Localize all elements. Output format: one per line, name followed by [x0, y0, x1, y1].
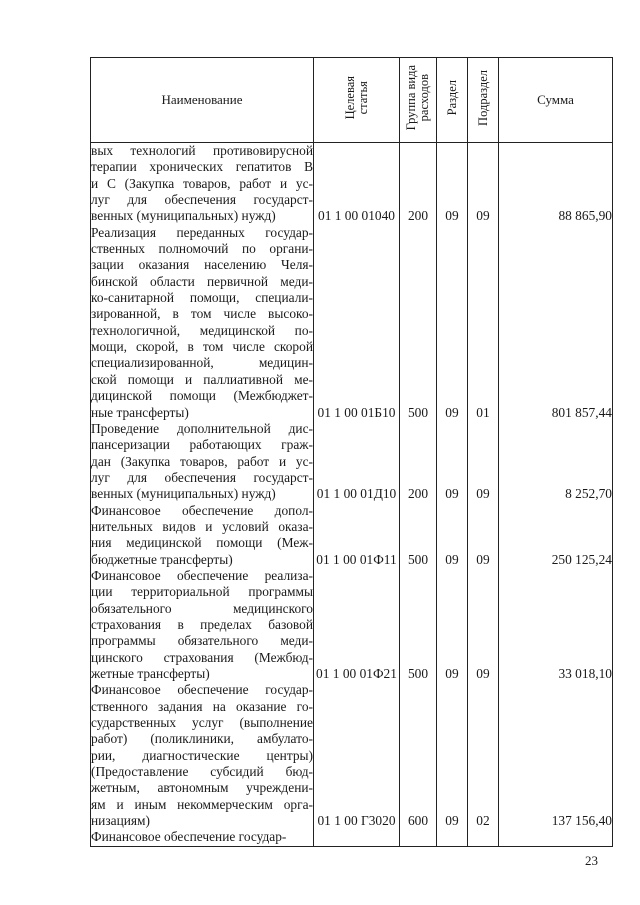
row-section: 09 [437, 421, 468, 503]
row-expense-group: 500 [400, 225, 437, 421]
row-name-line: ния медицинской помощи (Меж- [91, 535, 313, 551]
row-target-article: 01 1 00 01Б10 [314, 225, 400, 421]
header-expense-group: Группа вида расходов [400, 58, 437, 143]
row-expense-group: 500 [400, 503, 437, 568]
row-name [91, 568, 314, 682]
row-name-line: пансеризации работающих граж- [91, 437, 313, 453]
row-name [91, 503, 314, 568]
row-name-line: страхования в пределах базовой [91, 616, 313, 632]
header-name: Наименование [91, 58, 314, 143]
row-target-article: 01 1 00 01Ф11 [314, 503, 400, 568]
row-name-line: технологичной, медицинской по- [91, 322, 313, 338]
row-name-line: цинского страхования (Межбюд- [91, 649, 313, 665]
row-name-line: Проведение дополнительной дис- [91, 420, 313, 436]
row-name-line: ственного задания на оказание го- [91, 698, 313, 714]
table-row [91, 682, 613, 829]
row-section [437, 829, 468, 846]
row-sum: 33 018,10 [499, 568, 613, 682]
row-target-article: 01 1 00 01Ф21 [314, 568, 400, 682]
header-target-article: Целевая статья [314, 58, 400, 143]
row-target-article: 01 1 00 01040 [314, 143, 400, 225]
row-name-line: луг для обеспечения государст- [91, 469, 313, 485]
row-name-line: специализированной, медицин- [91, 355, 313, 371]
row-name-line: дан (Закупка товаров, работ и ус- [91, 453, 313, 469]
row-name-line: обязательного медицинского [91, 600, 313, 616]
row-name-line: зированной, в том числе высоко- [91, 306, 313, 322]
row-name [91, 225, 314, 421]
row-expense-group: 500 [400, 568, 437, 682]
row-expense-group: 600 [400, 682, 437, 829]
row-name [91, 682, 314, 829]
row-sum: 250 125,24 [499, 503, 613, 568]
row-sum [499, 829, 613, 846]
row-sum: 137 156,40 [499, 682, 613, 829]
row-name-line: ко-санитарной помощи, специали- [91, 290, 313, 306]
row-name-line: ции территориальной программы [91, 584, 313, 600]
row-section: 09 [437, 682, 468, 829]
row-name-line: дицинской помощи (Межбюджет- [91, 388, 313, 404]
row-name-line: венных (муниципальных) нужд) [91, 486, 276, 502]
row-name [91, 421, 314, 503]
row-target-article [314, 829, 400, 846]
table-row [91, 143, 613, 225]
table-row [91, 225, 613, 421]
header-section: Раздел [437, 58, 468, 143]
table-body [91, 143, 613, 847]
row-name-line: бюджетные трансферты) [91, 551, 233, 567]
row-section: 09 [437, 143, 468, 225]
row-name-line: низациям) [91, 813, 150, 829]
row-name-line: венных (муниципальных) нужд) [91, 208, 276, 224]
row-name-line: жетным, автономным учреждени- [91, 780, 313, 796]
row-expense-group [400, 829, 437, 846]
row-name [91, 829, 314, 846]
row-sum: 8 252,70 [499, 421, 613, 503]
row-name-line: ные трансферты) [91, 404, 189, 420]
row-subsection: 09 [468, 421, 499, 503]
budget-table [90, 57, 613, 847]
row-name-line: Финансовое обеспечение допол- [91, 502, 313, 518]
row-target-article: 01 1 00 Г3020 [314, 682, 400, 829]
table-row [91, 503, 613, 568]
row-name-line: ственных полномочий по органи- [91, 241, 313, 257]
row-subsection: 01 [468, 225, 499, 421]
row-section: 09 [437, 568, 468, 682]
row-name-line: работ) (поликлиники, амбулато- [91, 731, 313, 747]
row-name-line: и С (Закупка товаров, работ и ус- [91, 175, 313, 191]
row-name-line: Финансовое обеспечение государ- [91, 829, 287, 845]
row-expense-group: 200 [400, 421, 437, 503]
row-name-line: Финансовое обеспечение реализа- [91, 567, 313, 583]
row-section: 09 [437, 225, 468, 421]
row-name-line: нительных видов и условий оказа- [91, 518, 313, 534]
row-section: 09 [437, 503, 468, 568]
row-subsection: 09 [468, 568, 499, 682]
row-name-line: жетные трансферты) [91, 666, 210, 681]
row-name-line: ям и иным некоммерческим орга- [91, 796, 313, 812]
table-row [91, 421, 613, 503]
row-subsection [468, 829, 499, 846]
row-subsection: 02 [468, 682, 499, 829]
row-name-line: луг для обеспечения государст- [91, 192, 313, 208]
row-expense-group: 200 [400, 143, 437, 225]
row-name-line: сударственных услуг (выполнение [91, 715, 313, 731]
row-subsection: 09 [468, 143, 499, 225]
row-target-article: 01 1 00 01Д10 [314, 421, 400, 503]
table-header-row [91, 58, 613, 143]
row-name-line: вых технологий противовирусной [91, 143, 313, 158]
row-name-line: Реализация переданных государ- [91, 224, 313, 240]
row-subsection: 09 [468, 503, 499, 568]
table-row [91, 568, 613, 682]
row-sum: 88 865,90 [499, 143, 613, 225]
row-name-line: терапии хронических гепатитов В [91, 159, 313, 175]
row-name-line: бинской области первичной меди- [91, 273, 313, 289]
header-subsection: Подраздел [468, 58, 499, 143]
row-name-line: программы обязательного меди- [91, 633, 313, 649]
row-name-line: (Предоставление субсидий бюд- [91, 764, 313, 780]
header-sum: Сумма [499, 58, 613, 143]
row-name-line: мощи, скорой, в том числе скорой [91, 339, 313, 355]
row-sum: 801 857,44 [499, 225, 613, 421]
row-name-line: зации оказания населению Челя- [91, 257, 313, 273]
row-name-line: Финансовое обеспечение государ- [91, 682, 313, 698]
row-name [91, 143, 314, 225]
row-name-line: ской помощи и паллиативной ме- [91, 371, 313, 387]
table-row [91, 829, 613, 846]
page-number: 23 [585, 853, 598, 868]
row-name-line: рии, диагностические центры) [91, 747, 313, 763]
